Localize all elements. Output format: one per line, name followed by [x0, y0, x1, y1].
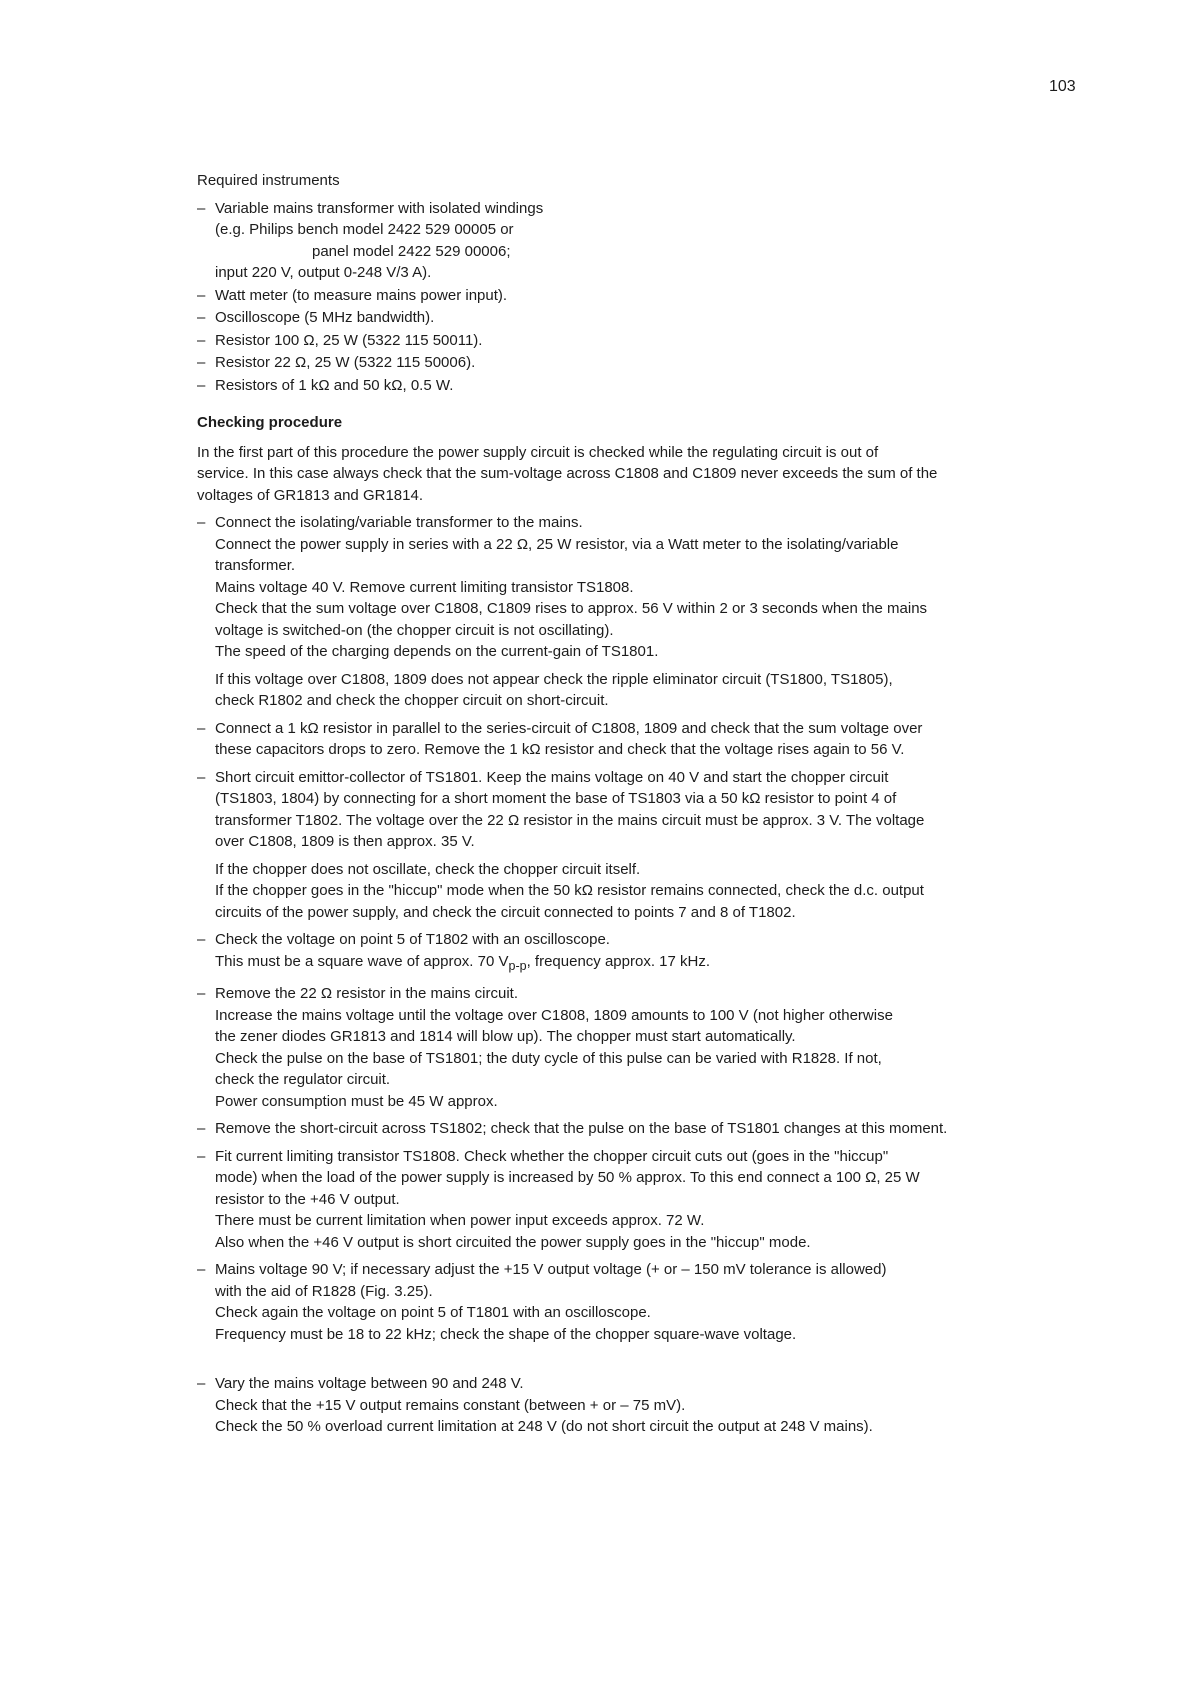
text-line: (e.g. Philips bench model 2422 529 00005 or — [215, 221, 514, 238]
text-line: circuits of the power supply, and check the circuit connected to points 7 and 8 of T1802. — [215, 903, 796, 921]
text-line: If this voltage over C1808, 1809 does not appear check the ripple eliminator circuit (TS1800, TS1805), — [215, 670, 893, 688]
text-line: Check that the +15 V output remains constant (between + or – 75 mV). — [215, 1396, 686, 1414]
dash-bullet: – — [197, 1261, 206, 1278]
checking-procedure-heading: Checking procedure — [197, 414, 343, 431]
dash-bullet: – — [197, 514, 206, 531]
dash-bullet: – — [197, 309, 206, 326]
required-instruments-heading: Required instruments — [197, 172, 340, 189]
text-line: Resistors of 1 kΩ and 50 kΩ, 0.5 W. — [215, 376, 454, 394]
dash-bullet: – — [197, 931, 206, 948]
list-item — [197, 285, 1097, 307]
text-line: Also when the +46 V output is short circuited the power supply goes in the "hiccup" mode. — [215, 1233, 811, 1251]
text-line: over C1808, 1809 is then approx. 35 V. — [215, 833, 475, 850]
dash-bullet: – — [197, 1120, 206, 1137]
dash-bullet: – — [197, 354, 206, 371]
subscript: p-p — [508, 958, 527, 973]
text-line: Fit current limiting transistor TS1808. Check whether the chopper circuit cuts out (goes in the "hiccup" — [215, 1147, 889, 1165]
text-line: Connect the isolating/variable transformer to the mains. — [215, 514, 583, 531]
text-fragment: This must be a square wave of approx. 70 V — [215, 952, 509, 970]
text-line: Check that the sum voltage over C1808, C1809 rises to approx. 56 V within 2 or 3 seconds when the mains — [215, 600, 928, 617]
page-content — [197, 170, 1097, 1444]
text-line: voltages of GR1813 and GR1814. — [197, 486, 423, 504]
text-line: Vary the mains voltage between 90 and 248 V. — [215, 1375, 524, 1392]
text-line: Watt meter (to measure mains power input). — [215, 286, 508, 304]
step-6 — [197, 1118, 1097, 1140]
text-line: input 220 V, output 0-248 V/3 A). — [215, 264, 432, 281]
text-line: Remove the short-circuit across TS1802; check that the pulse on the base of TS1801 changes at this moment. — [215, 1120, 948, 1137]
step-4 — [197, 929, 1097, 977]
text-line: Mains voltage 90 V; if necessary adjust the +15 V output voltage (+ or – 150 mV tolerance is allowed) — [215, 1261, 887, 1278]
text-line: (TS1803, 1804) by connecting for a short moment the base of TS1803 via a 50 kΩ resistor to point 4 of — [215, 790, 897, 807]
text-line: There must be current limitation when power input exceeds approx. 72 W. — [215, 1212, 705, 1229]
text-line: mode) when the load of the power supply is increased by 50 % approx. To this end connect a 100 Ω, 25 W — [215, 1169, 920, 1186]
step-3 — [197, 767, 1097, 924]
list-item — [197, 352, 1097, 374]
dash-bullet: – — [197, 286, 206, 304]
text-line: Check the pulse on the base of TS1801; the duty cycle of this pulse can be varied with R1828. If not, — [215, 1049, 882, 1067]
step-9 — [197, 1373, 1097, 1438]
text-line: check the regulator circuit. — [215, 1071, 391, 1088]
text-line: service. In this case always check that the sum-voltage across C1808 and C1809 never exceeds the sum of the — [197, 465, 938, 482]
dash-bullet: – — [197, 1375, 206, 1392]
text-line: The speed of the charging depends on the current-gain of TS1801. — [215, 643, 659, 660]
text-line: Resistor 100 Ω, 25 W (5322 115 50011). — [215, 331, 483, 349]
text-line: these capacitors drops to zero. Remove the 1 kΩ resistor and check that the voltage rises again to 56 V. — [215, 741, 905, 758]
text-line: transformer. — [215, 557, 296, 574]
step-1 — [197, 512, 1097, 712]
text-line: In the first part of this procedure the power supply circuit is checked while the regulating circuit is out of — [197, 443, 879, 461]
step-7 — [197, 1146, 1097, 1254]
text-line: the zener diodes GR1813 and 1814 will blow up). The chopper must start automatically. — [215, 1028, 796, 1045]
procedure-steps — [197, 512, 1097, 1438]
text-line: If the chopper does not oscillate, check the chopper circuit itself. — [215, 860, 641, 878]
text-line: If the chopper goes in the "hiccup" mode when the 50 kΩ resistor remains connected, check the d.c. output — [215, 882, 924, 899]
dash-bullet: – — [197, 719, 206, 737]
step-8 — [197, 1259, 1097, 1345]
text-line: Frequency must be 18 to 22 kHz; check the shape of the chopper square-wave voltage. — [215, 1325, 797, 1343]
text-line: Connect a 1 kΩ resistor in parallel to the series-circuit of C1808, 1809 and check that the sum voltage over — [215, 719, 923, 737]
text-fragment: , frequency approx. 17 kHz. — [526, 952, 711, 970]
text-line: Check again the voltage on point 5 of T1801 with an oscilloscope. — [215, 1304, 651, 1321]
text-line: Short circuit emittor-collector of TS1801. Keep the mains voltage on 40 V and start the chopper circuit — [215, 768, 889, 786]
text-line: Connect the power supply in series with a 22 Ω, 25 W resistor, via a Watt meter to the isolating/variable — [215, 535, 899, 553]
list-item — [197, 330, 1097, 352]
text-line: Power consumption must be 45 W approx. — [215, 1092, 498, 1110]
text-line: resistor to the +46 V output. — [215, 1190, 400, 1208]
text-line: transformer T1802. The voltage over the 22 Ω resistor in the mains circuit must be approx. 3 V. The voltage — [215, 811, 925, 829]
step-2 — [197, 718, 1097, 761]
dash-bullet: – — [197, 331, 206, 349]
text-line: Variable mains transformer with isolated windings — [215, 199, 544, 217]
text-line: Resistor 22 Ω, 25 W (5322 115 50006). — [215, 354, 476, 371]
text-line: Check the 50 % overload current limitation at 248 V (do not short circuit the output at 248 V mains). — [215, 1418, 873, 1435]
step-5 — [197, 983, 1097, 1112]
page-number: 103 — [1049, 78, 1076, 95]
list-item — [197, 307, 1097, 329]
required-instruments-list — [197, 198, 1097, 397]
dash-bullet: – — [197, 376, 206, 394]
dash-bullet: – — [197, 985, 206, 1002]
list-item — [197, 198, 1097, 284]
text-line — [215, 951, 1097, 978]
intro-paragraph — [197, 442, 1097, 507]
text-line: Check the voltage on point 5 of T1802 with an oscilloscope. — [215, 931, 610, 948]
dash-bullet: – — [197, 768, 206, 786]
text-line: check R1802 and check the chopper circuit on short-circuit. — [215, 692, 609, 709]
text-line: panel model 2422 529 00006; — [312, 242, 511, 260]
step-1-note — [215, 669, 1097, 712]
text-line: Mains voltage 40 V. Remove current limiting transistor TS1808. — [215, 578, 634, 596]
text-line: with the aid of R1828 (Fig. 3.25). — [215, 1282, 433, 1300]
text-line: Remove the 22 Ω resistor in the mains circuit. — [215, 985, 518, 1002]
dash-bullet: – — [197, 1147, 206, 1165]
text-line: Increase the mains voltage until the voltage over C1808, 1809 amounts to 100 V (not higher otherwise — [215, 1006, 893, 1024]
list-item — [197, 375, 1097, 397]
text-line: voltage is switched-on (the chopper circuit is not oscillating). — [215, 621, 614, 639]
step-3-note — [215, 859, 1097, 924]
text-line: Oscilloscope (5 MHz bandwidth). — [215, 309, 435, 326]
dash-bullet: – — [197, 199, 206, 217]
